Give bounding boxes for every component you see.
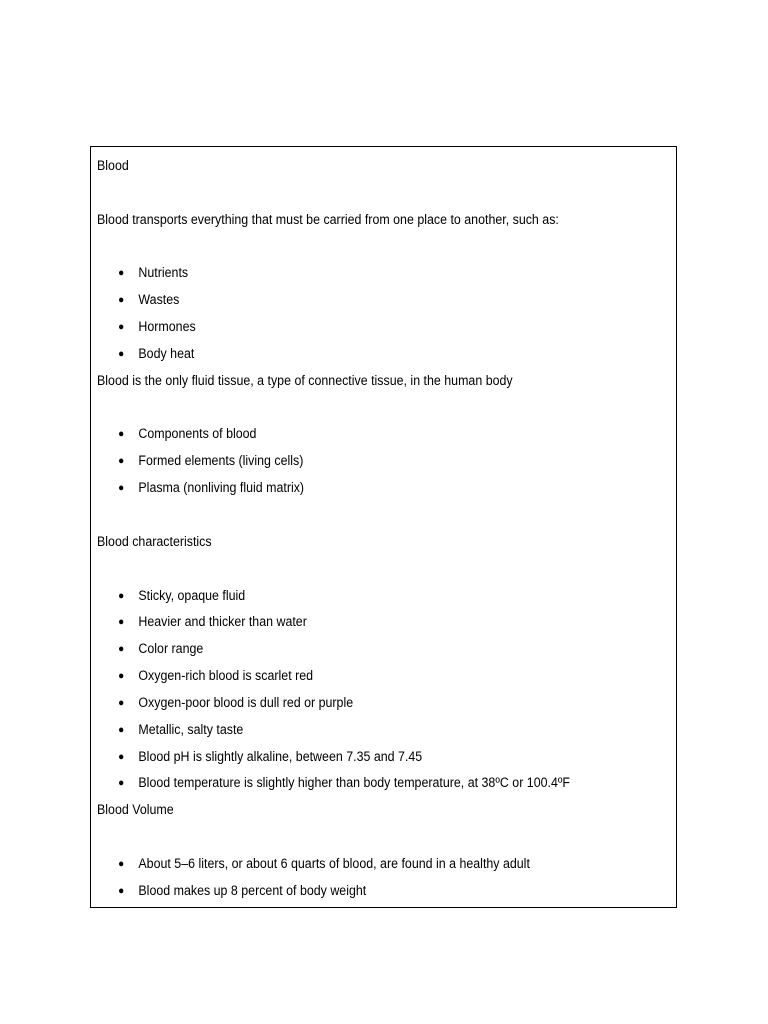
bullet-icon: ● (118, 347, 125, 360)
list-item: ● Color range (97, 636, 630, 663)
bullet-icon: ● (118, 321, 125, 334)
spacer (97, 234, 676, 261)
fluid-tissue-paragraph: Blood is the only fluid tissue, a type of connective tissue, in the human body (97, 372, 513, 388)
bullet-icon: ● (118, 455, 125, 468)
spacer (97, 556, 676, 583)
list-item: ● Nutrients (97, 260, 630, 287)
intro-paragraph: Blood transports everything that must be carried from one place to another, such as: (97, 211, 559, 227)
list-item: ● Hormones (97, 314, 630, 341)
bullet-icon: ● (118, 589, 125, 602)
bullet-icon: ● (118, 777, 125, 790)
volume-list (97, 851, 676, 905)
document-title: Blood (97, 158, 129, 173)
list-item: ● Oxygen-poor blood is dull red or purple (97, 690, 630, 717)
bullet-icon: ● (118, 428, 125, 441)
volume-heading: Blood Volume (97, 802, 174, 818)
characteristics-heading: Blood characteristics (97, 533, 212, 549)
spacer (97, 395, 676, 422)
bullet-icon: ● (118, 294, 125, 307)
list-item: ● Metallic, salty taste (97, 717, 630, 744)
list-item: ● Components of blood (97, 421, 630, 448)
transport-list (97, 260, 676, 367)
spacer (97, 502, 676, 529)
list-item: ● Oxygen-rich blood is scarlet red (97, 663, 630, 690)
bullet-icon: ● (118, 750, 125, 763)
bullet-icon: ● (118, 482, 125, 495)
characteristics-list (97, 583, 676, 798)
list-item: ● Heavier and thicker than water (97, 609, 630, 636)
bullet-icon: ● (118, 616, 125, 629)
spacer (97, 824, 676, 851)
spacer (97, 180, 676, 207)
list-item: ● Formed elements (living cells) (97, 448, 630, 475)
bullet-icon: ● (118, 723, 125, 736)
list-item: ● Wastes (97, 287, 630, 314)
bullet-icon: ● (118, 857, 125, 870)
components-list (97, 421, 676, 502)
list-item: ● Sticky, opaque fluid (97, 583, 630, 610)
bullet-icon: ● (118, 884, 125, 897)
list-item: ● Body heat (97, 341, 630, 368)
list-item: ● About 5–6 liters, or about 6 quarts of blood, are found in a healthy adult (97, 851, 630, 878)
list-item: ● Blood makes up 8 percent of body weight (97, 878, 630, 905)
bullet-icon: ● (118, 643, 125, 656)
list-item: ● Plasma (nonliving fluid matrix) (97, 475, 630, 502)
bullet-icon: ● (118, 670, 125, 683)
list-item: ● Blood pH is slightly alkaline, between 7.35 and 7.45 (97, 744, 630, 771)
bullet-icon: ● (118, 267, 125, 280)
document-box (90, 146, 677, 908)
bullet-icon: ● (118, 696, 125, 709)
list-item: ● Blood temperature is slightly higher than body temperature, at 38ºC or 100.4ºF (97, 770, 630, 797)
